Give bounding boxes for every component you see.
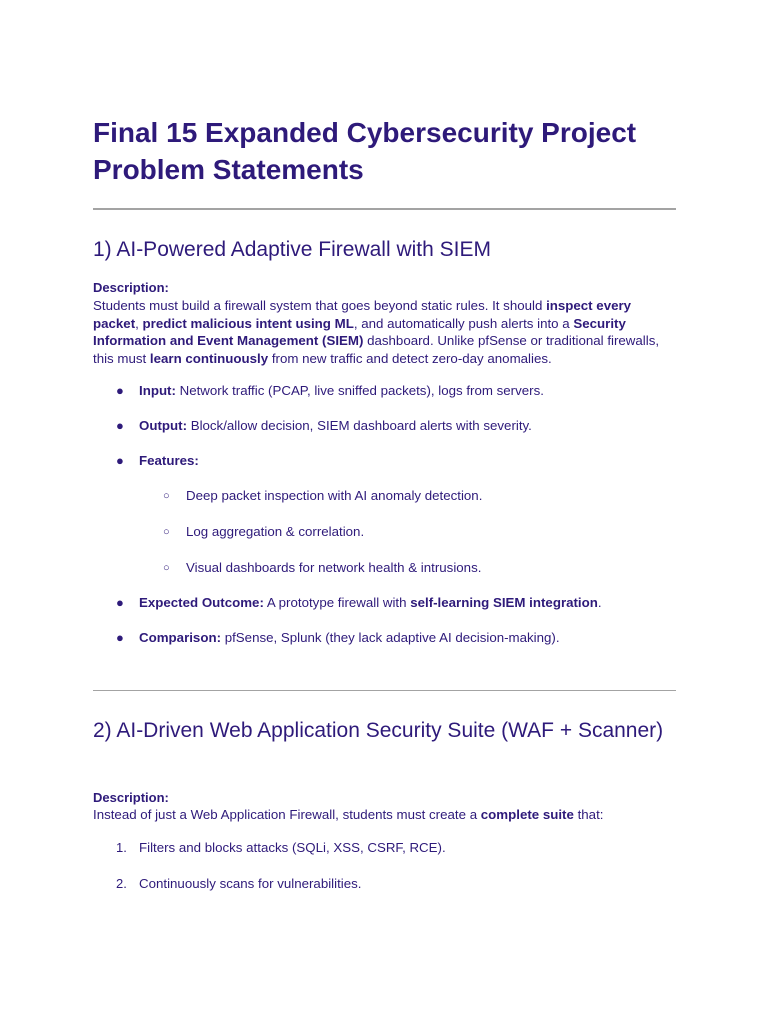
feature-item: Deep packet inspection with AI anomaly detection. — [186, 488, 483, 503]
numbered-item: Continuously scans for vulnerabilities. — [139, 876, 362, 891]
section-1-description-label: Description: — [93, 280, 169, 295]
list-number: 2. — [116, 876, 127, 891]
feature-item: Log aggregation & correlation. — [186, 524, 365, 539]
feature-item: Visual dashboards for network health & intrusions. — [186, 560, 482, 575]
bullet-icon: ● — [116, 418, 124, 433]
list-item-expected-outcome: Expected Outcome: A prototype firewall with self-learning SIEM integration. — [139, 595, 602, 610]
section-2-description: Instead of just a Web Application Firewall, students must create a complete suite that: — [93, 807, 604, 822]
page-title: Final 15 Expanded Cybersecurity Project Problem Statements — [93, 117, 637, 185]
circle-bullet-icon: ○ — [163, 526, 170, 538]
divider — [93, 208, 676, 210]
section-2-heading: 2) AI-Driven Web Application Security Suite (WAF + Scanner) — [93, 719, 664, 742]
section-1-heading: 1) AI-Powered Adaptive Firewall with SIEM — [93, 238, 491, 261]
bullet-icon: ● — [116, 383, 124, 398]
list-item-input: Input: Network traffic (PCAP, live sniffed packets), logs from servers. — [139, 383, 544, 398]
circle-bullet-icon: ○ — [163, 562, 170, 574]
bullet-icon: ● — [116, 453, 124, 468]
divider — [93, 690, 676, 691]
circle-bullet-icon: ○ — [163, 490, 170, 502]
numbered-item: Filters and blocks attacks (SQLi, XSS, CSRF, RCE). — [139, 840, 446, 855]
bullet-icon: ● — [116, 595, 124, 610]
list-item-comparison: Comparison: pfSense, Splunk (they lack adaptive AI decision-making). — [139, 630, 560, 645]
list-number: 1. — [116, 840, 127, 855]
bullet-icon: ● — [116, 630, 124, 645]
section-1-description: Students must build a firewall system that goes beyond static rules. It should inspect every packet, predict malicious intent using ML, and automatically push alerts into a Security Information and Event Management (SIEM) dashboard. Unlike pfSense or traditional firewalls, this must learn continuously from new traffic and detect zero-day anomalies. — [93, 298, 660, 366]
list-item-output: Output: Block/allow decision, SIEM dashboard alerts with severity. — [139, 418, 532, 433]
section-2-description-label: Description: — [93, 790, 169, 805]
list-item-features: Features: — [139, 453, 199, 468]
